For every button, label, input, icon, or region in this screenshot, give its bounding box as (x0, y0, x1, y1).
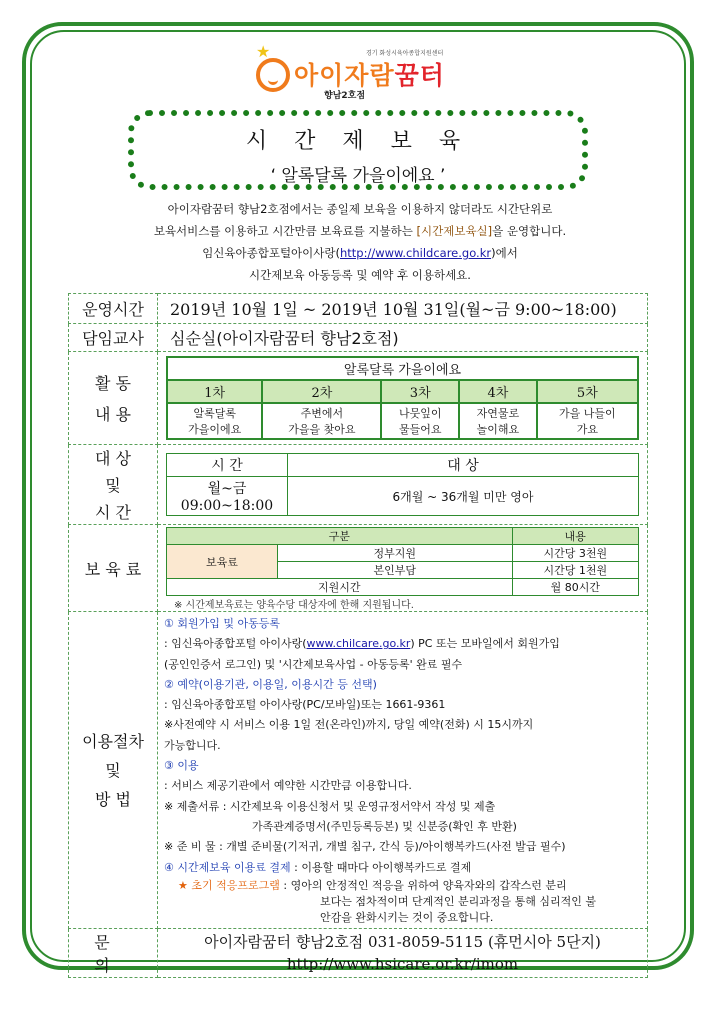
intro-l2-highlight: [시간제보육실] (416, 224, 493, 238)
intro-line-2 (80, 220, 640, 242)
target-label-2: 및 (105, 476, 121, 495)
step-1-line-a (164, 634, 641, 654)
step-4-line (164, 858, 641, 878)
target-days: 월~금 (207, 481, 247, 497)
intro-l3c: )에서 (491, 246, 518, 260)
logo-brand-b: 꿈터 (394, 61, 445, 90)
hours-value: 2019년 10월 1일 ~ 2019년 10월 31일(월~금 9:00~18:00) (158, 294, 648, 324)
adaptation-title: ★ 초기 적응프로그램 (178, 878, 280, 892)
page-title: 시 간 제 보 육 (245, 129, 471, 154)
round-5-topic-b: 가요 (576, 423, 598, 436)
procedure-cell (158, 612, 648, 929)
contact-line-1: 아이자람꿈터 향남2호점 031-8059-5115 (휴먼시아 5단지) (204, 932, 601, 951)
intro-text (80, 198, 640, 286)
step-3-line-c: 가족관계증명서(주민등록등본) 및 신분증(확인 후 반환) (252, 819, 517, 833)
logo-center: 경기 화성시육아종합지원센터 (366, 50, 444, 57)
round-3: 3차 (381, 380, 459, 403)
target-time (167, 477, 288, 516)
target-label (69, 445, 158, 525)
activity-table (166, 356, 639, 440)
fee-header-category: 구분 (167, 528, 513, 545)
round-2-topic-a: 주변에서 (300, 407, 344, 420)
adaptation-line-3: 안감을 완화시키는 것이 중요합니다. (320, 910, 494, 924)
round-5-topic (537, 403, 638, 439)
fee-gov-value: 시간당 3천원 (512, 545, 638, 562)
step-1-a2: ) PC 또는 모바일에서 회원가입 (410, 637, 560, 651)
round-4: 4차 (459, 380, 537, 403)
fee-cell (158, 525, 648, 612)
contact-cell (158, 928, 648, 977)
childcare-link[interactable]: http://www.childcare.go.kr (339, 246, 492, 260)
logo-branch: 향남2호점 (324, 91, 366, 101)
fee-note: ※ 시간제보육료는 양육수당 대상자에 한해 지원됩니다. (174, 600, 414, 611)
fee-table (166, 527, 639, 596)
round-5-topic-a: 가을 나들이 (559, 407, 616, 420)
step-3-line-b: ※ 제출서류 : 시간제보육 이용신청서 및 운영규정서약서 작성 및 제출 (164, 799, 496, 813)
hours-label: 운영시간 (69, 294, 158, 324)
fee-category: 보육료 (167, 545, 278, 579)
step-2-line-b: ※사전예약 시 서비스 이용 1일 전(온라인)까지, 당일 예약(전화) 시 15시까지 (164, 718, 534, 732)
procedure-label-1: 이용절차 (82, 732, 144, 752)
procedure-label (69, 612, 158, 929)
activity-cell (158, 352, 648, 445)
intro-l2c: 을 운영합니다. (492, 224, 567, 238)
intro-l3a: 임신육아종합포털아이사랑( (202, 246, 340, 260)
procedure-label-2: 및 (105, 761, 121, 781)
step-1-title: ① 회원가입 및 아동등록 (164, 617, 280, 630)
step-1-line-b: (공인인증서 로그인) 및 '시간제보육사업 - 아동등록' 완료 필수 (164, 657, 463, 671)
round-3-topic-b: 물들어요 (398, 423, 442, 436)
activity-label-2: 내 용 (95, 405, 131, 424)
intro-line-1: 아이자람꿈터 향남2호점에서는 종일제 보육을 이용하지 않더라도 시간단위로 (167, 202, 553, 216)
target-header-who: 대 상 (288, 454, 639, 477)
adaptation-line-2: 보다는 점차적이며 단계적인 분리과정을 통해 심리적인 불 (320, 894, 597, 908)
round-3-topic-a: 나뭇잎이 (398, 407, 442, 420)
fee-self-value: 시간당 1천원 (512, 562, 638, 579)
activity-label (69, 352, 158, 445)
step-4-text: : 이용할 때마다 아이행복카드로 결제 (290, 860, 472, 874)
step-2-line-c: 가능합니다. (164, 738, 221, 752)
logo (256, 42, 466, 102)
intro-l2a: 보육서비스를 이용하고 시간만큼 보육료를 지불하는 (153, 224, 417, 238)
round-2: 2차 (262, 380, 381, 403)
step-2-title: ② 예약(이용기관, 이용일, 이용시간 등 선택) (164, 677, 377, 691)
step-3-title: ③ 이용 (164, 759, 199, 773)
adaptation-block (164, 878, 641, 926)
step-3-line-a: : 서비스 제공기관에서 예약한 시간만큼 이용합니다. (164, 779, 412, 793)
step-2-line-a: : 임신육아종합포털 아이사랑(PC/모바일)또는 1661-9361 (164, 698, 446, 712)
round-5: 5차 (537, 380, 638, 403)
procedure-label-3: 방 법 (95, 790, 131, 810)
intro-line-3 (80, 242, 640, 264)
star-icon: ★ (256, 42, 271, 61)
page-subtitle: ‘ 알록달록 가을이에요 ’ (270, 166, 446, 186)
intro-line-4: 시간제보육 아동등록 및 예약 후 이용하세요. (249, 268, 471, 282)
logo-brand (294, 56, 445, 92)
target-header-time: 시 간 (167, 454, 288, 477)
info-table (68, 293, 648, 978)
target-hours: 09:00~18:00 (180, 498, 274, 514)
fee-hours-label: 지원시간 (167, 579, 513, 596)
logo-brand-a: 아이자람 (294, 61, 395, 90)
round-4-topic-b: 놀이해요 (476, 423, 520, 436)
round-2-topic-b: 가을을 찾아요 (288, 423, 356, 436)
target-label-3: 시 간 (95, 503, 131, 522)
target-who: 6개월 ~ 36개월 미만 영아 (288, 477, 639, 516)
smile-face-icon (256, 58, 290, 92)
fee-hours-value: 월 80시간 (512, 579, 638, 596)
teacher-label: 담임교사 (69, 324, 158, 352)
activity-title: 알록달록 가을이에요 (167, 357, 638, 380)
step-1-a1: : 임신육아종합포털 아이사랑( (164, 637, 307, 651)
round-4-topic-a: 자연물로 (476, 407, 520, 420)
round-3-topic (381, 403, 459, 439)
step-3-line-d: ※ 준 비 물 : 개별 준비물(기저귀, 개별 침구, 간식 등)/아이행복카드(사전 발급 필수) (164, 840, 566, 854)
contact-url[interactable]: http://www.hsicare.or.kr/imom (286, 954, 519, 973)
contact-label: 문 의 (69, 928, 158, 977)
target-label-1: 대 상 (95, 449, 131, 468)
adaptation-line-1: : 영아의 안정적인 적응을 위하여 양육자와의 갑작스런 분리 (279, 878, 567, 892)
target-table (166, 453, 639, 516)
round-1: 1차 (167, 380, 262, 403)
teacher-value: 심순실(아이자람꿈터 향남2호점) (158, 324, 648, 352)
step-4-title: ④ 시간제보육 이용료 결제 (164, 860, 291, 874)
round-1-topic-a: 알록달록 (193, 407, 236, 420)
title-box (128, 110, 588, 190)
fee-gov-label: 정부지원 (278, 545, 513, 562)
fee-self-label: 본인부담 (278, 562, 513, 579)
round-4-topic (459, 403, 537, 439)
fee-header-content: 내용 (512, 528, 638, 545)
round-1-topic-b: 가을이에요 (188, 423, 242, 436)
target-cell (158, 445, 648, 525)
round-1-topic (167, 403, 262, 439)
round-2-topic (262, 403, 381, 439)
fee-label: 보 육 료 (69, 525, 158, 612)
activity-label-1: 활 동 (95, 374, 131, 393)
aisarang-link[interactable]: www.chilcare.go.kr (306, 637, 411, 651)
